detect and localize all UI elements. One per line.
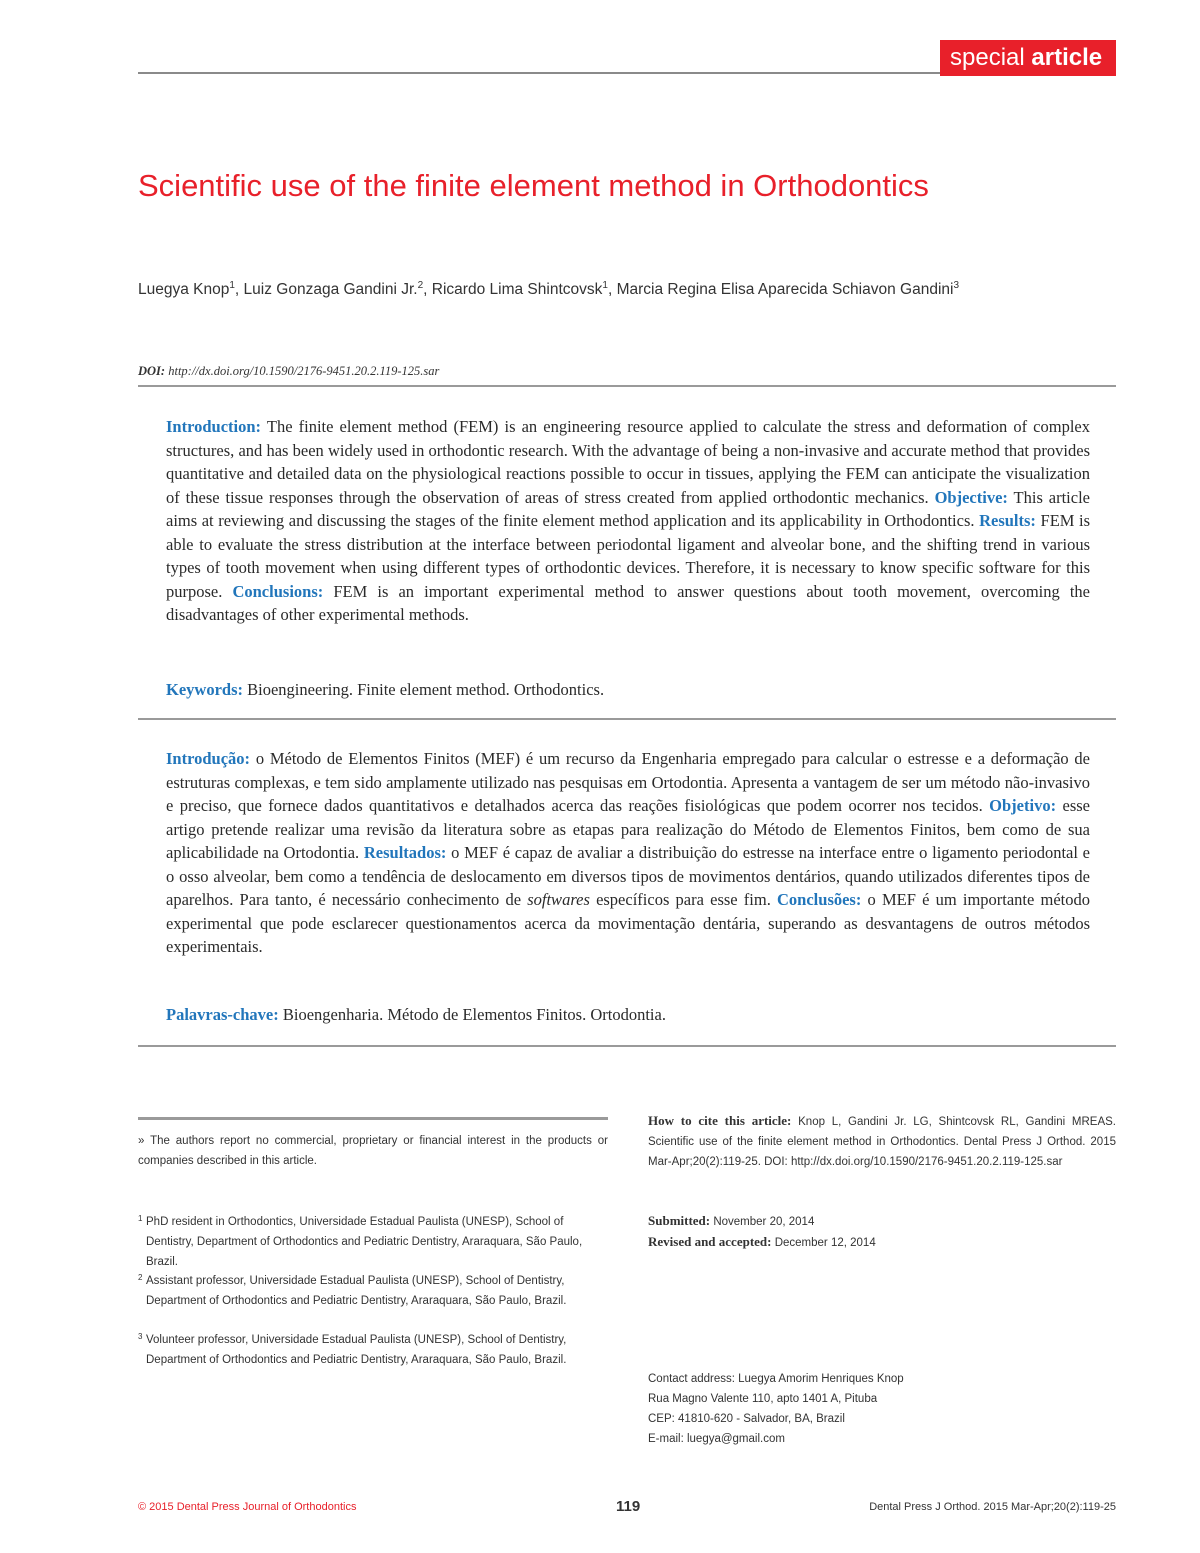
section-tag-bold: article xyxy=(1031,44,1103,71)
affiliation-text: Volunteer professor, Universidade Estadual Paulista (UNESP), School of Dentistry, Department of Orthodontics and Pediatric Dentistry, Araraquara, São Paulo, Brazil. xyxy=(146,1334,567,1366)
submitted-label: Submitted: xyxy=(648,1213,711,1228)
author-affiliation-mark: 2 xyxy=(417,280,424,291)
author-name: Luiz Gonzaga Gandini Jr. xyxy=(243,281,418,299)
revised-label: Revised and accepted: xyxy=(648,1234,772,1249)
author-name: Ricardo Lima Shintcovsk xyxy=(431,281,603,299)
results-label: Resultados: xyxy=(363,843,447,862)
doi-label: DOI: xyxy=(138,364,166,378)
submission-dates xyxy=(648,1211,1116,1253)
footnote-rule xyxy=(138,1117,608,1120)
intro-label: Introduction: xyxy=(166,417,262,436)
how-to-cite xyxy=(648,1111,1116,1172)
affiliation-number: 3 xyxy=(138,1332,143,1341)
affiliation-3 xyxy=(138,1330,608,1370)
results-text: FEM is able to evaluate the stress distribution at the interface between periodontal ligament and alveolar bone, and the shifting trend in various types of tooth movement when using different types of orthodontic devices. Therefore, it is necessary to know specific software for this purpose. xyxy=(166,511,1091,601)
revised-date: December 12, 2014 xyxy=(774,1237,876,1249)
divider xyxy=(138,1045,1116,1047)
conflict-mark: » xyxy=(138,1135,145,1147)
keywords-portuguese xyxy=(166,1003,1090,1027)
page-number: 119 xyxy=(616,1498,641,1515)
submitted-line xyxy=(648,1211,1116,1232)
contact-name-line xyxy=(648,1369,1116,1389)
contact-email[interactable]: E-mail: luegya@gmail.com xyxy=(648,1433,785,1445)
divider xyxy=(138,718,1116,720)
results-italic-term: softwares xyxy=(527,890,590,909)
abstract-english xyxy=(166,415,1090,627)
objective-text: esse artigo pretende realizar uma revisão da literatura sobre as etapas para realização do Método de Elementos Finitos, bem como de sua aplicabilidade na Ortodontia. xyxy=(166,796,1091,862)
doi-link[interactable]: http://dx.doi.org/10.1590/2176-9451.20.2.119-125.sar xyxy=(168,364,440,378)
results-text: o MEF é capaz de avaliar a distribuição do estresse na interface entre o ligamento periodontal e o osso alveolar, bem como a tendência de deslocamento em diversos tipos de movimentos dentários, quando utilizados diferentes tipos de aparelhos. Para tanto, é necessário conhecimento de xyxy=(166,843,1090,909)
author-affiliation-mark: 1 xyxy=(602,280,608,291)
keywords-label: Keywords: xyxy=(166,680,243,699)
intro-text: The finite element method (FEM) is an engineering resource applied to calculate the stress and deformation of complex structures, and has been widely used in orthodontic research. With the advantage of being a non-invasive and accurate method that provides quantitative and detailed data on the physiological reactions possible to occur in tissues, applying the FEM can anticipate the visualization of these tissue responses through the observation of areas of stress created from applied orthodontic mechanics. xyxy=(166,417,1090,507)
contact-city: CEP: 41810-620 - Salvador, BA, Brazil xyxy=(648,1413,845,1425)
affiliation-number: 2 xyxy=(138,1273,143,1282)
objective-label: Objective: xyxy=(934,487,1008,507)
conflict-of-interest-note xyxy=(138,1131,608,1171)
conclusions-text: FEM is an important experimental method to answer questions about tooth movement, overcoming the disadvantages of other experimental methods. xyxy=(166,581,1091,624)
conclusions-text: o MEF é um importante método experimental que pode esclarecer questionamentos acerca da movimentação dentária, superando as desvantagens de outros métodos experimentais. xyxy=(166,890,1091,956)
author-affiliation-mark: 3 xyxy=(953,280,960,291)
results-text-end: específicos para esse fim. xyxy=(596,890,771,909)
intro-label: Introdução: xyxy=(166,749,251,768)
keywords-english xyxy=(166,678,1090,702)
affiliation-2 xyxy=(138,1271,608,1311)
contact-name: Luegya Amorim Henriques Knop xyxy=(738,1373,904,1385)
article-title: Scientific use of the finite element method in Orthodontics xyxy=(138,168,929,203)
contact-label: Contact address: xyxy=(648,1373,735,1385)
affiliation-number: 1 xyxy=(138,1214,143,1223)
keywords-text: Bioengenharia. Método de Elementos Finitos. Ortodontia. xyxy=(282,1005,666,1024)
objective-label: Objetivo: xyxy=(989,796,1057,815)
section-tag xyxy=(940,40,1116,76)
footer-copyright: © 2015 Dental Press Journal of Orthodontics xyxy=(138,1501,357,1513)
contact-address xyxy=(648,1369,1116,1449)
divider xyxy=(138,385,1116,387)
results-label: Results: xyxy=(979,511,1036,530)
affiliation-text: Assistant professor, Universidade Estadual Paulista (UNESP), School of Dentistry, Department of Orthodontics and Pediatric Dentistry, Araraquara, São Paulo, Brazil. xyxy=(146,1275,567,1307)
conclusions-label: Conclusões: xyxy=(777,890,862,909)
revised-line xyxy=(648,1232,1116,1253)
contact-street: Rua Magno Valente 110, apto 1401 A, Pituba xyxy=(648,1393,878,1405)
section-tag-light: special xyxy=(950,44,1025,71)
keywords-text: Bioengineering. Finite element method. Orthodontics. xyxy=(247,680,605,699)
keywords-label: Palavras-chave: xyxy=(166,1005,279,1024)
objective-text: This article aims at reviewing and discussing the stages of the finite element method application and its applicability in Orthodontics. xyxy=(166,487,1090,530)
affiliation-1 xyxy=(138,1212,608,1272)
doi-line xyxy=(138,364,439,379)
footer-journal-reference: Dental Press J Orthod. 2015 Mar-Apr;20(2):119-25 xyxy=(869,1501,1116,1513)
abstract-portuguese xyxy=(166,747,1090,959)
author-name: Luegya Knop xyxy=(138,281,230,299)
submitted-date: November 20, 2014 xyxy=(713,1216,815,1228)
affiliation-text: PhD resident in Orthodontics, Universidade Estadual Paulista (UNESP), School of Dentistry, Department of Orthodontics and Pediatric Dentistry, Araraquara, São Paulo, Brazil. xyxy=(146,1216,583,1268)
author-list: Luegya Knop$^1$, Luiz Gonzaga Gandini Jr.$^2$, Ricardo Lima Shintcovsk$^1$, Marcia Regina Elisa Aparecida Schiavon Gandini$^3$ xyxy=(138,280,960,299)
conclusions-label: Conclusions: xyxy=(232,581,324,601)
cite-text: Knop L, Gandini Jr. LG, Shintcovsk RL, Gandini MREAS. Scientific use of the finite element method in Orthodontics. Dental Press J Orthod. 2015 Mar-Apr;20(2):119-25. DOI: http://dx.doi.org/10.1590/2176-9451.20.2.119-125.sar xyxy=(648,1116,1116,1168)
author-affiliation-mark: 1 xyxy=(229,280,235,291)
author-name: Marcia Regina Elisa Aparecida Schiavon Gandini xyxy=(616,281,954,299)
cite-label: How to cite this article: xyxy=(648,1113,792,1128)
conflict-text: The authors report no commercial, proprietary or financial interest in the products or companies described in this article. xyxy=(138,1135,608,1167)
intro-text: o Método de Elementos Finitos (MEF) é um recurso da Engenharia empregado para calcular o estresse e a deformação de estruturas complexas, e tem sido amplamente utilizado nas pesquisas em Ortodontia. Apresenta a vantagem de ser um método não-invasivo e preciso, que fornece dados quantitativos e detalhados acerca das reações fisiológicas que podem ocorrer nos tecidos. xyxy=(166,749,1090,815)
